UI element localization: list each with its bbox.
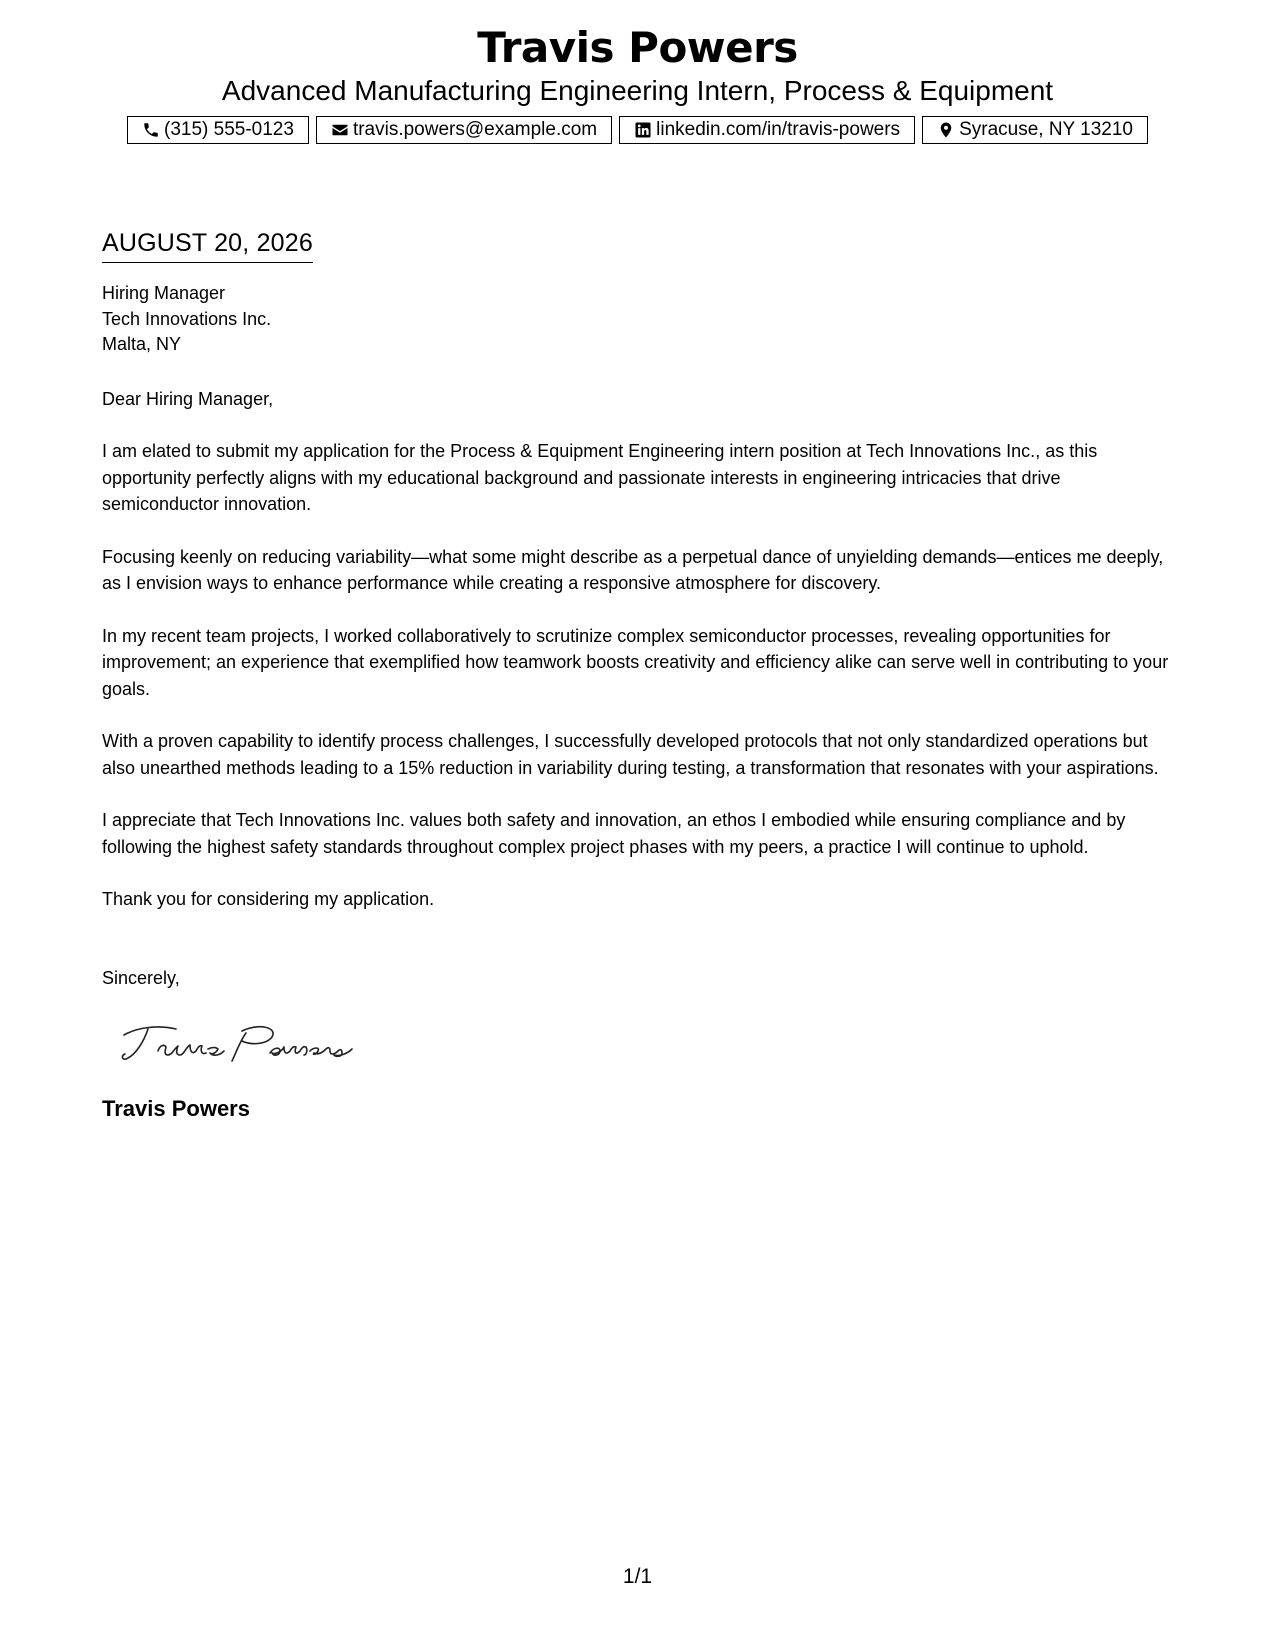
salutation: Dear Hiring Manager, [102, 388, 274, 409]
contact-email [316, 116, 612, 144]
page-number: 1/1 [622, 1565, 653, 1588]
envelope-icon [331, 121, 349, 139]
letter-body [102, 226, 1177, 1123]
body-paragraph-1: I am elated to submit my application for the Process & Equipment Engineering intern position at Tech Innovations Inc., as this opportunity perfectly aligns with my educational background and passionate interests in engineering intricacies that drive semiconductor innovation. [102, 441, 1098, 514]
applicant-name: Travis Powers [477, 23, 798, 72]
body-paragraph-3: In my recent team projects, I worked collaboratively to scrutinize complex semiconductor processes, revealing opportunities for improvement; an experience that exemplified how teamwork boosts creativity and efficiency alike can serve well in contributing to your goals. [102, 625, 1169, 699]
contact-bar [0, 116, 1275, 144]
thank-you-paragraph: Thank you for considering my application. [102, 889, 435, 909]
contact-email-text: travis.powers@example.com [352, 119, 598, 140]
body-paragraph-4: With a proven capability to identify process challenges, I successfully developed protocols that not only standardized operations but also unearthed methods leading to a 15% reduction in variability during testing, a transformation that resonates with your aspirations. [102, 731, 1159, 778]
contact-linkedin-text: linkedin.com/in/travis-powers [656, 119, 901, 140]
body-paragraph-2: Focusing keenly on reducing variability—what some might describe as a perpetual dance of unyielding demands—entices me deeply, as I envision ways to enhance performance while creating a responsive atmosphere for discovery. [102, 546, 1164, 593]
contact-location [922, 116, 1148, 144]
letter-header [0, 22, 1275, 144]
phone-icon [142, 121, 160, 139]
applicant-headline: Advanced Manufacturing Engineering Intern, Process & Equipment [221, 75, 1054, 106]
recipient-location: Malta, NY [102, 334, 182, 354]
handwritten-signature [118, 1013, 358, 1073]
contact-location-text: Syracuse, NY 13210 [959, 119, 1133, 140]
contact-phone [127, 116, 309, 144]
body-paragraph-5: I appreciate that Tech Innovations Inc. values both safety and innovation, an ethos I embodied while ensuring compliance and by following the highest safety standards throughout complex project phases with my peers, a practice I will continue to uphold. [102, 810, 1126, 857]
linkedin-icon [634, 121, 652, 139]
contact-linkedin [619, 116, 915, 144]
contact-phone-text: (315) 555-0123 [164, 119, 294, 140]
recipient-block [102, 281, 1177, 358]
letter-date: AUGUST 20, 2026 [102, 226, 313, 263]
recipient-title: Hiring Manager [102, 283, 226, 303]
recipient-company: Tech Innovations Inc. [102, 308, 272, 329]
map-pin-icon [937, 121, 955, 139]
closing: Sincerely, [102, 967, 180, 988]
signed-name: Travis Powers [102, 1096, 250, 1121]
